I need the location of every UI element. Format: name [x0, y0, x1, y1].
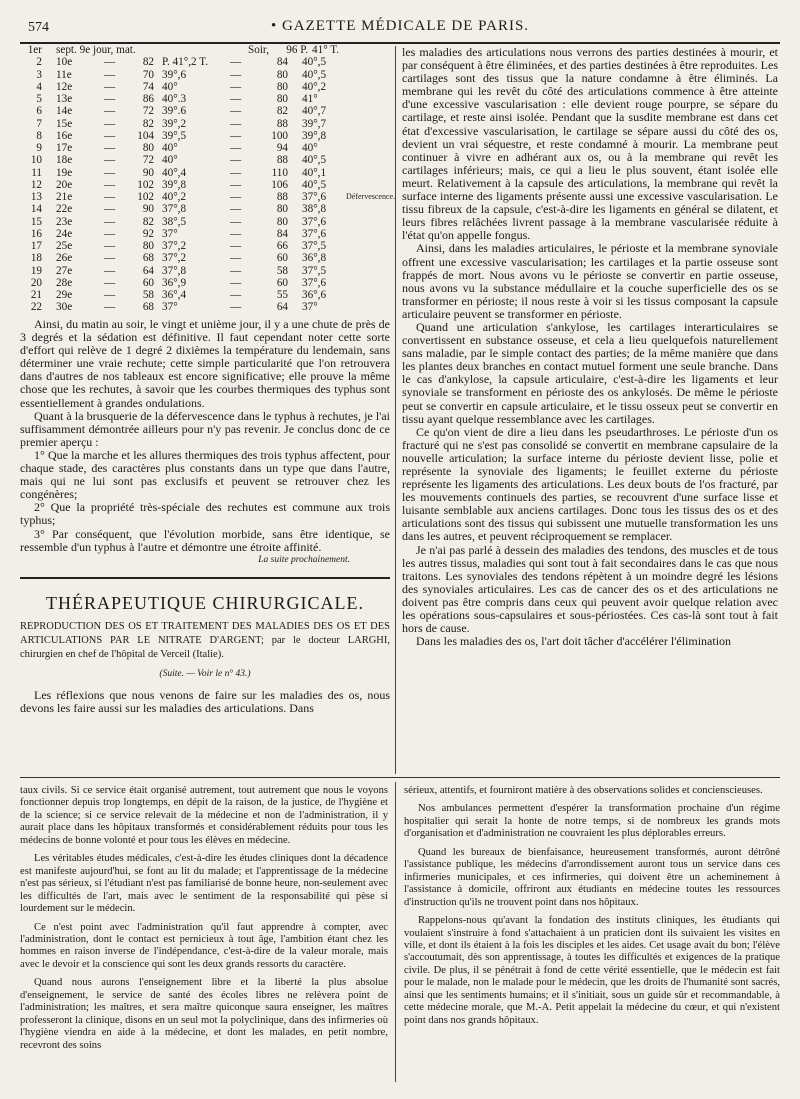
table-row — [20, 44, 388, 56]
table-cell-d2: — — [230, 142, 242, 154]
table-cell-d1: — — [104, 117, 116, 130]
table-cell-t2: 40°,2 — [302, 80, 327, 93]
continuation-reference: (Suite. — Voir le n° 43.) — [159, 668, 251, 679]
table-cell-day: 12 — [30, 178, 42, 191]
paragraph: les maladies des articulations nous verrons des parties destinées à mourir, et par conséquent à être éliminées, et des parties destinées à être reproduites. Les cartilages sont des tissus que la nature condamne à être éliminés. La membrane qui les revêt du côté des articulations commence à être atteinte d'une excessive vascularisation : elle devient rouge pourpre, se sépare du cartilage, et reste ainsi isolée. Pendant que la susdite membrane est dans cet état d'excessive vascularisation, le cartilage se sépare aussi du côté des os, devient un vrai séquestre, et reste condamné à mourir. La membrane peut continuer à vivre en adhérant aux os, ou à la membrane qui revêt les cartilages inférieurs; mais, ce qui a lieu le plus souvent, étant isolée elle meurt. Relativement à la capsule des articulations, la membrane qui revêt la surface interne des ligaments présente aussi une excessive vascularisation. Le tissu fibreux de la capsule, c'est-à-dire les ligaments en général se dilatent, et leurs fibres relâchées livrent passage à la membrane vascularisée réduite à l'état qu'on appelle fongus. — [402, 45, 778, 243]
table-cell-d1: — — [104, 215, 116, 228]
table-cell-p2: 58 — [276, 264, 288, 277]
table-cell-t2: 38°,8 — [302, 203, 327, 216]
table-cell-d2: — — [230, 166, 242, 179]
table-cell-p1: 82 — [142, 56, 154, 69]
table-cell-d1: — — [104, 240, 116, 252]
table-row — [20, 81, 388, 93]
table-cell-p1: 72 — [142, 154, 154, 167]
table-cell-stage: 17e — [56, 142, 73, 154]
table-cell-t2: 36°,6 — [302, 289, 327, 301]
table-cell-day: 9 — [36, 142, 42, 154]
table-cell-d1: — — [104, 56, 116, 69]
table-cell-d2: — — [230, 301, 242, 314]
table-cell-day: 3 — [36, 68, 42, 81]
paragraph: 2° Que la propriété très-spéciale des rechutes est commune aux trois typhus; — [20, 500, 390, 528]
table-cell-t1: 37° — [162, 227, 178, 240]
table-cell-p2: 80 — [276, 215, 288, 228]
table-cell-t1: 37°,8 — [162, 203, 187, 216]
table-cell-d2: — — [230, 68, 242, 81]
table-cell-day: 13 — [30, 191, 42, 203]
table-cell-d1: — — [104, 80, 116, 93]
paragraph: Rappelons-nous qu'avant la fondation des instituts cliniques, les étudiants qui voulaient s'instruire à fond s'attachaient à un praticien dont ils suivaient les visites en ville, et dont ils étaient à la fois les disciples et les aides. Cet usage avait du bon; l'élève s'accoutumait, dès son apprentissage, à toutes les difficultés et exigences de la pratique civile. De plus, il se pénétrait à fond de cette vérité essentielle, que le médecin est fait pour le malade, non le malade pour le médecin, que les droits de l'humanité sont sacrés, ainsi que les sentiments humains; et il s'initiait, sous un guide sûr et recommandable, à cette médecine morale, que M.-A. Petit appelait la médecine du cœur, et qui n'existent point dans nos grands hôpitaux. — [404, 915, 780, 1026]
table-cell-p2: 80 — [276, 203, 288, 216]
table-cell-stage: 12e — [56, 80, 73, 93]
paragraph: Les véritables études médicales, c'est-à-dire les études cliniques dont la décadence est manifeste aujourd'hui, se font au lit du malade; et l'apprentissage de la médecine n'est pas sérieux, si l'étudiant n'est pas familiarisé de bonne heure, non-seulement avec les difficultés de l'art, mais avec le sentiment de la responsabilité qui pèse si lourdement sur le médecin. — [20, 853, 388, 915]
table-cell-p2: 60 — [276, 276, 288, 289]
table-cell-t2: 37°,5 — [302, 240, 327, 252]
table-cell-p1: 104 — [137, 129, 154, 142]
table-cell-stage: 28e — [56, 276, 73, 289]
continuation-note: La suite prochainement. — [258, 554, 350, 565]
page-number: 574 — [28, 20, 49, 35]
paragraph: Ainsi, dans les maladies articulaires, le périoste et la membrane synoviale offrent une excessive vascularisation; les cartilages et la partie osseuse sont frappés de mort. Nous avons vu le périoste se convertir en partie osseuse, nous avons vu la substance médullaire et la couche superficielle des os se transformer en périoste; il nous reste à voir si les tissus composant la capsule articulaire peuvent se transformer en périoste. — [402, 241, 778, 321]
table-cell-stage: 20e — [56, 178, 73, 191]
table-cell-t1: 40°,4 — [162, 166, 187, 179]
paragraph: Ainsi, du matin au soir, le vingt et unième jour, il y a une chute de près de 3 degrés et la sédation est définitive. Il faut cependant noter cette sorte d'effort qui relève de 1 degré 2 dixièmes la température du lendemain, sans déterminer une vraie rechute; cette simple particularité que l'on retrouvera dans d'autres de nos tableaux est encore significative; elle prouve la même chose que les rechutes, à savoir que les courbes thermiques des typhus sont essentiellement à grandes ondulations. — [20, 317, 390, 410]
table-cell-d1: — — [104, 166, 116, 179]
paragraph: Quant à la brusquerie de la défervescence dans le typhus à rechutes, je l'ai suffisamment démontrée ailleurs pour n'y pas revenir. Je conclus donc de ce premier aperçu : — [20, 408, 390, 449]
table-cell-p2: 94 — [276, 142, 288, 154]
table-cell-t1: 40° — [162, 80, 178, 93]
table-cell-day: 4 — [36, 80, 42, 93]
table-cell-stage: 22e — [56, 203, 73, 216]
table-cell-stage: 13e — [56, 93, 73, 105]
table-row — [20, 216, 388, 228]
article-heading-author: LARGHI, chirurgien en chef de l'hôpital de Verceil (Italie). — [20, 634, 390, 660]
paragraph: taux civils. Si ce service était organisé autrement, tout autrement que nous le voyons fonctionner depuis trop longtemps, en dépit de la raison, de la justice, de l'hygiène et de la science; si ce service relevait de la médecine et non de l'administration, il y aurait place dans les hôpitaux transformés et considérablement réduits pour tous les médecins de bonne volonté et pour tous les élèves en médecine. — [20, 785, 388, 846]
table-cell-day: 19 — [30, 264, 42, 277]
table-cell-p2: 66 — [276, 240, 288, 252]
temperature-table — [20, 44, 396, 314]
paragraph: Je n'ai pas parlé à dessein des maladies des tendons, des muscles et de tous les autres tissus, maladies qui sont tout à fait secondaires dans le cas que nous traitons. Les synoviales des tendons répètent à un moindre degré les lésions des synoviales articulaires. Les cas de cancer des os et des articulations ne doivent pas être compris dans ceux qui peuvent avoir quelque relation avec les opérations sous-capsulaires et sous-périostées. Ces cas-là sont tout à fait hors de cause. — [402, 542, 778, 636]
page-header — [20, 18, 780, 42]
table-cell-p2: 100 — [271, 129, 288, 142]
table-cell-p1: 64 — [142, 264, 154, 277]
paragraph: Les réflexions que nous venons de faire sur les maladies des os, nous devons les faire aussi sur les maladies des articulations. Dans — [20, 687, 390, 716]
table-cell-d2: — — [230, 264, 242, 277]
table-cell-day: 18 — [30, 252, 42, 265]
table-cell-t2: 37°,5 — [302, 264, 327, 277]
table-cell-t1: 39°,5 — [162, 129, 187, 142]
table-cell-p2: 84 — [276, 56, 288, 69]
table-cell-d1: — — [104, 289, 116, 301]
table-cell-d1: — — [104, 142, 116, 154]
table-cell-t1: 37°,2 — [162, 252, 187, 265]
table-cell-day: 10 — [30, 154, 42, 167]
bottom-left-column — [20, 785, 388, 1052]
table-cell-t2: 37°,6 — [302, 215, 327, 228]
table-cell-d1: — — [104, 154, 116, 167]
table-cell-stage: 29e — [56, 289, 73, 301]
table-cell-stage: 24e — [56, 227, 73, 240]
table-cell-p2: 80 — [276, 93, 288, 105]
table-cell-stage: 14e — [56, 105, 73, 118]
left-column — [20, 318, 390, 715]
table-cell-p1: 58 — [142, 289, 154, 301]
table-cell-day: 16 — [30, 227, 42, 240]
table-row — [20, 277, 388, 289]
table-cell-d1: — — [104, 129, 116, 142]
table-cell-p1: 90 — [142, 166, 154, 179]
bottom-right-column — [404, 785, 780, 1027]
table-cell-p2: 80 — [276, 80, 288, 93]
table-row — [20, 191, 396, 203]
section-divider-rule — [20, 777, 780, 778]
table-cell-d1: — — [104, 191, 116, 203]
article-heading — [20, 620, 390, 662]
table-row — [20, 56, 388, 68]
table-row — [20, 130, 388, 142]
table-cell-stage: 30e — [56, 301, 73, 314]
column-divider-top — [395, 46, 396, 774]
table-cell-p1: 60 — [142, 276, 154, 289]
table-cell-p1: 70 — [142, 68, 154, 81]
table-cell-d2: — — [230, 117, 242, 130]
table-cell-stage: 23e — [56, 215, 73, 228]
table-cell-d1: — — [104, 203, 116, 216]
table-cell-t1: 37°,2 — [162, 240, 187, 252]
section-rule — [20, 577, 390, 579]
paragraph: Quand nous aurons l'enseignement libre et la liberté la plus absolue d'enseignement, le service de santé des écoles libres ne relèvera point de l'administration; les maîtres, et sera maître quiconque saura enseigner, les maîtres professeront la clinique, disons en un seul mot la polyclinique, dans des infirmeries où l'hygiène viendra en aide à la médecine, et dont les malades, en petit nombre, recevront des soins — [20, 977, 388, 1051]
table-cell-t2: 40°,5 — [302, 178, 327, 191]
table-cell-d1: — — [104, 276, 116, 289]
table-cell-stage: 25e — [56, 240, 73, 252]
paragraph: 3° Par conséquent, que l'évolution morbide, sans être identique, se ressemble d'un typhus à l'autre et démontre une étroite affinité. — [20, 526, 390, 554]
table-row — [20, 69, 388, 81]
table-cell-p1: 80 — [142, 240, 154, 252]
table-cell-t1: 39°,8 — [162, 178, 187, 191]
table-cell-day: 17 — [30, 240, 42, 252]
table-cell-p2: 88 — [276, 154, 288, 167]
table-cell-d1: — — [104, 264, 116, 277]
table-cell-p1: 92 — [142, 227, 154, 240]
table-row — [20, 289, 388, 301]
table-cell-d2: — — [230, 203, 242, 216]
table-cell-day: 6 — [36, 105, 42, 118]
paragraph: sérieux, attentifs, et fourniront matière à des observations solides et concienscieuses. — [404, 785, 763, 796]
table-row — [20, 265, 388, 277]
table-cell-stage: 18e — [56, 154, 73, 167]
column-divider-bottom — [395, 782, 396, 1082]
table-cell-p1: 102 — [137, 191, 154, 203]
table-row — [20, 167, 388, 179]
journal-title: • GAZETTE MÉDICALE DE PARIS. — [270, 18, 530, 34]
table-cell-stage: 16e — [56, 129, 73, 142]
table-cell-p1: 90 — [142, 203, 154, 216]
table-cell-p2: 96 P. — [286, 44, 308, 56]
table-cell-p1: 80 — [142, 142, 154, 154]
table-cell-day: 14 — [30, 203, 42, 216]
table-cell-d2: — — [230, 240, 242, 252]
table-row — [20, 301, 388, 313]
paragraph: Ce n'est point avec l'administration qu'il faut apprendre à compter, avec l'administration, dont le contact est pernicieux à tout âge, l'ambition étant chez les hommes en raison inverse de l'indépendance, c'est-à-dire de la valeur morale, mais avec le devoir et la conscience qui sont les deux grands ressorts du caractère. — [20, 921, 388, 970]
table-cell-d1: — — [104, 227, 116, 240]
table-cell-stage: 21e — [56, 191, 73, 203]
table-cell-t1: 37° — [162, 301, 178, 314]
table-cell-t2: 37°,6 — [302, 227, 327, 240]
table-cell-t1: 36°,4 — [162, 289, 187, 301]
table-cell-t1: 39°,2 — [162, 117, 187, 130]
table-cell-t1: 40° — [162, 142, 178, 154]
table-cell-p2: 88 — [276, 117, 288, 130]
paragraph: Quand une articulation s'ankylose, les cartilages interarticulaires se convertissent en substance osseuse, et cela a lieu quelquefois naturellement sans maladie, par le simple contact des parties; de la même manière que dans les plantes deux branches en contact mutuel forment une seule branche. Dans le cas d'ankylose, la capsule articulaire, c'est-à-dire les ligaments et leur synoviale se transforment en périoste des os ankylosés. De même le périoste peut se convertir en capsule articulaire, et le tissu osseux peut se convertir en tissu ayant quelque ressemblance avec les cartilages. — [402, 319, 778, 426]
table-row — [20, 203, 388, 215]
paragraph: Nos ambulances permettent d'espérer la transformation prochaine d'un régime hospitalier qui serait la honte de notre temps, si de nombreux les grands mots d'organisation et d'administration ne couvraient les plus déplorables erreurs. — [404, 803, 780, 840]
table-cell-t2: 37°,6 — [302, 276, 327, 289]
table-cell-stage: 15e — [56, 117, 73, 130]
table-cell-day: 5 — [36, 93, 42, 105]
paragraph: Quand les bureaux de bienfaisance, heureusement transformés, auront détrôné l'assistance publique, les médecins d'arrondissement auront tous un service dans ces infirmeries municipales, et ces infirmeries, qui doivent être un acheminement à l'assistance à domicile, offriront aux étudiants en médecine toutes les ressources d'instruction qu'ils ne trouvent point dans nos hôpitaux. — [404, 846, 780, 908]
table-cell-day: 22 — [30, 301, 42, 314]
table-cell-d2: — — [230, 80, 242, 93]
table-cell-d1: — — [104, 105, 116, 118]
table-cell-day: 2 — [36, 56, 42, 69]
table-row — [20, 228, 388, 240]
article-heading-caps: REPRODUCTION DES OS ET TRAITEMENT DES MALADIES DES OS ET DES ARTICULATIONS PAR LE NITRATE D'ARGENT; par le docteur — [20, 620, 390, 646]
table-cell-day: 15 — [30, 215, 42, 228]
table-cell-t2: 40°,5 — [302, 154, 327, 167]
table-row — [20, 142, 388, 154]
table-cell-d1: — — [104, 68, 116, 81]
table-cell-p1: 82 — [142, 117, 154, 130]
section-title: THÉRAPEUTIQUE CHIRURGICALE. — [46, 592, 364, 613]
table-cell-d2: — — [230, 227, 242, 240]
table-cell-stage: 11e — [56, 68, 72, 81]
paragraph: Ce qu'on vient de dire a lieu dans les pseudarthroses. Le périoste d'un os fracturé qui ne s'est pas consolidé se convertit en membrane capsulaire de la nouvelle articulation; la surface interne du périoste devient lisse, polie et représente la synoviale des ligaments; le feuillet externe du périoste représente les ligaments des articulations. Les deux bouts de l'os fracturé, par les mouvements continuels des parties, se recouvrent d'une surface lisse et luisante semblable aux anciens cartilages. Donc tous les tissus des os et des articulations sont des tissus qui subissent une mutuelle transformation les uns dans les autres, et peuvent réciproquement se remplacer. — [402, 424, 778, 544]
table-cell-note: Défervescence. — [346, 192, 396, 201]
table-cell-day: 7 — [36, 117, 42, 130]
table-cell-t2: 36°,8 — [302, 252, 327, 265]
table-cell-day: 11 — [31, 166, 42, 179]
table-cell-t1: 36°,9 — [162, 276, 187, 289]
table-cell-day: 1er — [27, 44, 42, 56]
table-cell-stage: 27e — [56, 264, 73, 277]
table-row — [20, 93, 388, 105]
table-cell-stage: 26e — [56, 252, 73, 265]
table-cell-stage: sept. 9e jour, mat. — [56, 44, 136, 56]
table-cell-d2: — — [230, 93, 242, 105]
table-cell-t1: 39°,6 — [162, 68, 187, 81]
table-cell-d1: — — [104, 93, 116, 105]
table-cell-t2: 37°,6 — [302, 191, 327, 203]
table-cell-d2: — — [230, 154, 242, 167]
table-cell-t1: 40°.3 — [162, 93, 187, 105]
table-cell-t1: P. 41°,2 T. — [162, 56, 209, 69]
table-cell-p1: 86 — [142, 93, 154, 105]
table-cell-p2: 60 — [276, 252, 288, 265]
table-cell-t2: 40°,7 — [302, 105, 327, 118]
table-cell-t1: 40°,2 — [162, 191, 187, 203]
table-cell-p1: 68 — [142, 252, 154, 265]
table-cell-d1: — — [104, 301, 116, 314]
table-cell-d2: — — [230, 178, 242, 191]
table-row — [20, 179, 388, 191]
table-cell-t2: 41° T. — [312, 44, 340, 56]
table-cell-p2: 84 — [276, 227, 288, 240]
table-cell-t2: 41° — [302, 93, 318, 105]
table-cell-t2: 40° — [302, 142, 318, 154]
table-cell-day: 8 — [36, 129, 42, 142]
table-cell-d2: — — [230, 252, 242, 265]
table-cell-d2: — — [230, 105, 242, 118]
table-cell-t2: 37° — [302, 301, 318, 314]
table-cell-d2: Soir, — [248, 44, 269, 56]
table-cell-p2: 110 — [271, 166, 288, 179]
table-cell-d2: — — [230, 56, 242, 69]
table-cell-t1: 37°,8 — [162, 264, 187, 277]
table-cell-d2: — — [230, 289, 242, 301]
table-cell-p1: 82 — [142, 215, 154, 228]
table-cell-stage: 19e — [56, 166, 73, 179]
table-cell-stage: 10e — [56, 56, 73, 69]
table-cell-d1: — — [104, 252, 116, 265]
table-cell-t1: 40° — [162, 154, 178, 167]
table-cell-p2: 64 — [276, 301, 288, 314]
table-row — [20, 105, 388, 117]
table-cell-day: 21 — [30, 289, 42, 301]
table-cell-t1: 39°.6 — [162, 105, 187, 118]
table-cell-d2: — — [230, 129, 242, 142]
table-cell-d1: — — [104, 178, 116, 191]
table-cell-p1: 68 — [142, 301, 154, 314]
table-cell-p1: 72 — [142, 105, 154, 118]
table-cell-d2: — — [230, 276, 242, 289]
table-cell-t2: 39°,8 — [302, 129, 327, 142]
paragraph: Dans les maladies des os, l'art doit tâcher d'accélérer l'élimination — [416, 634, 732, 649]
table-row — [20, 118, 388, 130]
table-cell-d2: — — [230, 191, 242, 203]
table-cell-t2: 40°,1 — [302, 166, 327, 179]
table-row — [20, 252, 388, 264]
table-cell-t2: 40°,5 — [302, 56, 327, 69]
table-cell-t2: 39°,7 — [302, 117, 327, 130]
table-cell-p2: 80 — [276, 68, 288, 81]
table-cell-day: 20 — [30, 276, 42, 289]
table-cell-p1: 102 — [137, 178, 154, 191]
table-cell-p2: 55 — [276, 289, 288, 301]
table-cell-p1: 74 — [142, 80, 154, 93]
right-column — [402, 46, 778, 648]
table-cell-p2: 88 — [276, 191, 288, 203]
table-cell-d2: — — [230, 215, 242, 228]
table-cell-p2: 82 — [276, 105, 288, 118]
paragraph: 1° Que la marche et les allures thermiques des trois typhus affectent, pour chaque stade, des caractères plus constants dans un type que dans l'autre, mais qui ne lui sont pas exclusifs et peuvent se retrouver chez les congénères; — [20, 447, 390, 502]
table-cell-t1: 38°,5 — [162, 215, 187, 228]
table-cell-t2: 40°,5 — [302, 68, 327, 81]
table-row — [20, 154, 388, 166]
table-row — [20, 240, 388, 252]
table-cell-p2: 106 — [271, 178, 288, 191]
